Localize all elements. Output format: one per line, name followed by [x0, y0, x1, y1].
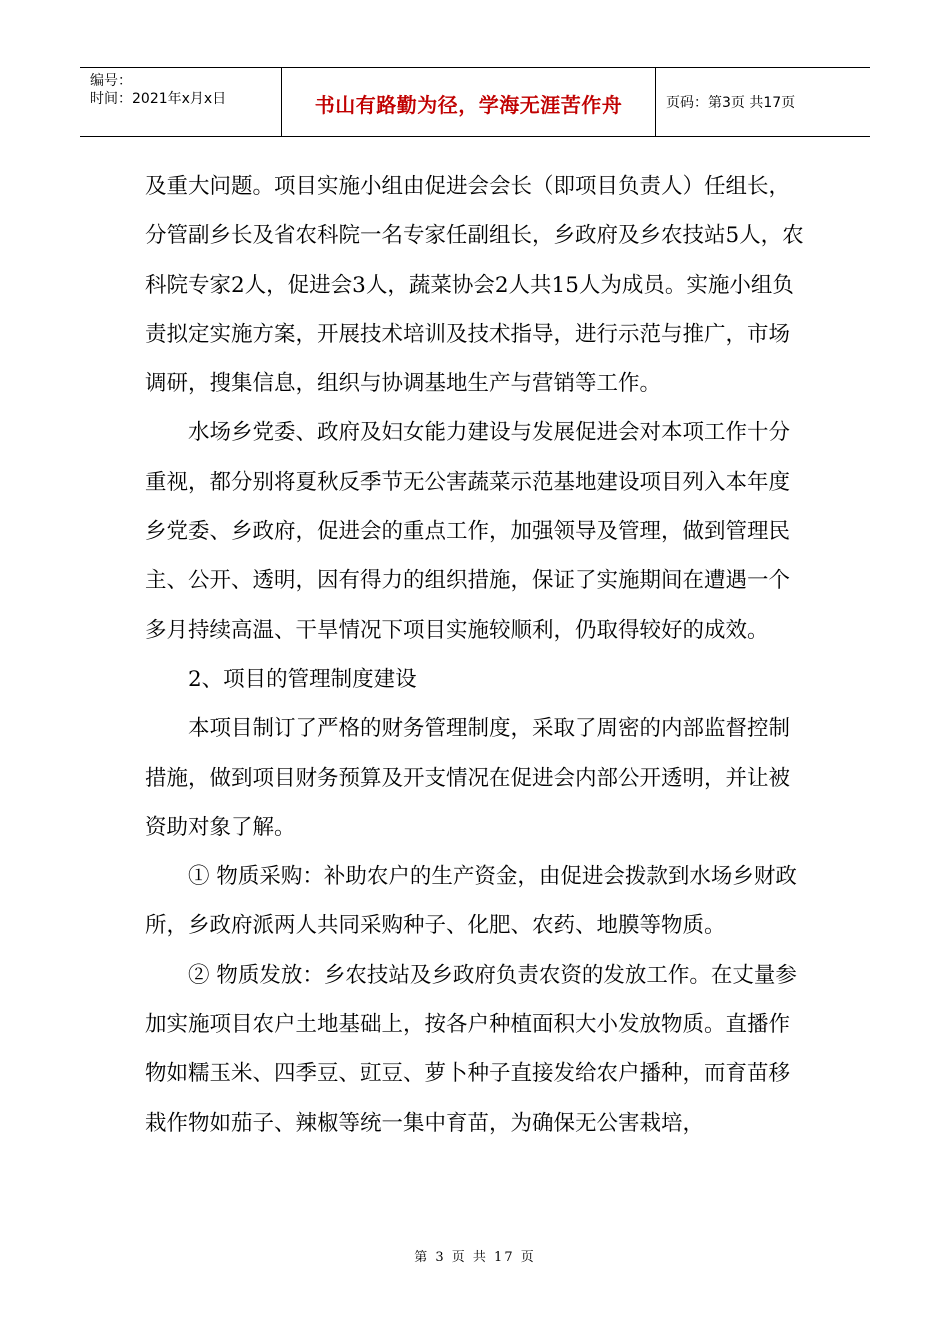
document-number-label: 编号： [90, 73, 132, 89]
page-footer: 第 3 页 共 17 页 [414, 1250, 536, 1265]
header-motto: 书山有路勤为径，学海无涯苦作舟 [282, 68, 656, 136]
header-page-code: 页码：第3页 共17页 [666, 95, 796, 111]
paragraph-procurement: ① 物质采购：补助农户的生产资金，由促进会拨款到水场乡财政所，乡政府派两人共同采购种子、化肥、农药、地膜等物质。 [145, 864, 797, 939]
page-header [80, 67, 870, 137]
document-body [145, 162, 805, 1148]
paragraph-importance: 水场乡党委、政府及妇女能力建设与发展促进会对本项工作十分重视，都分别将夏秋反季节无公害蔬菜示范基地建设项目列入本年度乡党委、乡政府，促进会的重点工作，加强领导及管理，做到管理民主、公开、透明，因有得力的组织措施，保证了实施期间在遭遇一个多月持续高温、干旱情况下项目实施较顺利，仍取得较好的成效。 [145, 420, 791, 643]
header-meta-cell [80, 68, 282, 136]
paragraph-finance-system: 本项目制订了严格的财务管理制度，采取了周密的内部监督控制措施，做到项目财务预算及开支情况在促进会内部公开透明，并让被资助对象了解。 [145, 716, 791, 840]
paragraph-distribution: ② 物质发放：乡农技站及乡政府负责农资的发放工作。在丈量参加实施项目农户土地基础上，按各户种植面积大小发放物质。直播作物如糯玉米、四季豆、豇豆、萝卜种子直接发给农户播种，而育苗移栽作物如茄子、辣椒等统一集中育苗，为确保无公害栽培， [145, 962, 797, 1136]
section-heading: 2、项目的管理制度建设 [188, 666, 417, 692]
paragraph-continued: 及重大问题。项目实施小组由促进会会长（即项目负责人）任组长，分管副乡长及省农科院一名专家任副组长，乡政府及乡农技站5人，农科院专家2人，促进会3人，蔬菜协会2人共15人为成员。实施小组负责拟定实施方案，开展技术培训及技术指导，进行示范与推广，市场调研，搜集信息，组织与协调基地生产与营销等工作。 [145, 174, 804, 397]
document-date-label: 时间：2021年x月x日 [90, 91, 227, 107]
